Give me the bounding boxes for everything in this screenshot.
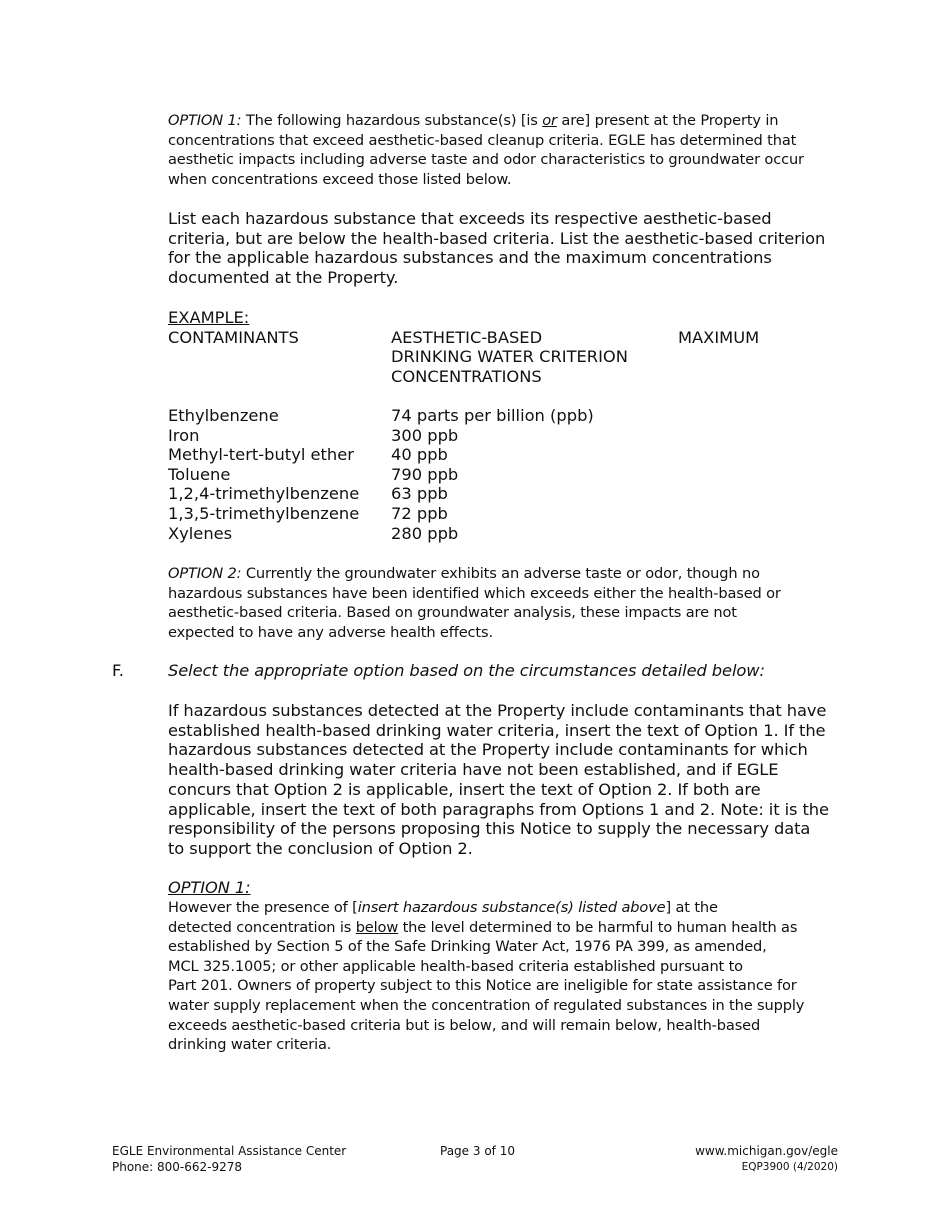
f-option1-text: However the presence of [ (168, 899, 358, 916)
f-option1-line: established by Section 5 of the Safe Drinking Water Act, 1976 PA 399, as amended, (168, 938, 767, 956)
list-instruction-line: documented at the Property. (168, 268, 399, 288)
section-f-line: If hazardous substances detected at the Property include contaminants that have (168, 701, 827, 720)
contaminant-name: 1,3,5-trimethylbenzene (168, 503, 360, 523)
contaminant-name: Iron (168, 425, 200, 445)
f-option1-text: ] at the (665, 899, 718, 916)
table-row (168, 406, 840, 426)
section-f-line: established health-based drinking water criteria, insert the text of Option 1. If the (168, 720, 826, 740)
table-row (168, 504, 840, 524)
footer-org: EGLE Environmental Assistance Center (112, 1144, 347, 1158)
footer-form-id: EQP3900 (4/2020) (741, 1160, 838, 1173)
f-option1-paragraph (168, 898, 840, 1055)
section-f-line: applicable, insert the text of both paragraphs from Options 1 and 2. Note: it is the (168, 799, 829, 819)
example-label: EXAMPLE: (168, 308, 250, 327)
section-f-line: concurs that Option 2 is applicable, insert the text of Option 2. If both are (168, 779, 761, 799)
table-row (168, 426, 840, 446)
f-option1-line: drinking water criteria. (168, 1036, 332, 1054)
f-option1-line: Part 201. Owners of property subject to this Notice are ineligible for state assistance for (168, 977, 797, 995)
contaminant-name: Ethylbenzene (168, 405, 279, 425)
header-contaminants: CONTAMINANTS (168, 327, 299, 347)
option1-intro-line: concentrations that exceed aesthetic-based cleanup criteria. EGLE has determined that (168, 131, 797, 149)
f-option1-line: exceeds aesthetic-based criteria but is below, and will remain below, health-based (168, 1016, 761, 1034)
f-option1-text: the level determined to be harmful to human health as (398, 918, 798, 936)
list-instruction-line: List each hazardous substance that exceeds its respective aesthetic-based (168, 209, 772, 228)
header-aesthetic-criterion-line-2: DRINKING WATER CRITERION (391, 347, 628, 367)
option1-label: OPTION 1: (168, 112, 242, 129)
option2-label: OPTION 2: (168, 565, 242, 582)
f-option1-line: MCL 325.1005; or other applicable health-based criteria established pursuant to (168, 957, 743, 975)
option1-text-before-or: The following hazardous substance(s) [is (241, 112, 543, 129)
f-option1-line: water supply replacement when the concentration of regulated substances in the supply (168, 996, 805, 1014)
list-instruction-paragraph (168, 209, 840, 288)
table-row (168, 484, 840, 504)
section-f-line: hazardous substances detected at the Property include contaminants for which (168, 740, 808, 760)
header-maximum: MAXIMUM (678, 327, 760, 347)
criterion-value: 63 ppb (391, 484, 448, 504)
option1-intro-line-1 (168, 111, 840, 131)
footer-left (112, 1144, 346, 1175)
criterion-value: 74 parts per billion (ppb) (391, 405, 594, 425)
contaminant-name: Methyl-tert-butyl ether (168, 445, 354, 465)
option2-line-1 (168, 564, 840, 584)
section-f-line: health-based drinking water criteria have not been established, and if EGLE (168, 760, 779, 780)
contaminant-name: 1,2,4-trimethylbenzene (168, 484, 360, 504)
list-instruction-line: for the applicable hazardous substances and the maximum concentrations (168, 248, 772, 268)
section-f-line: to support the conclusion of Option 2. (168, 838, 473, 858)
example-label-row (168, 308, 840, 328)
option2-paragraph (168, 564, 840, 642)
section-f-heading: Select the appropriate option based on the circumstances detailed below: (168, 661, 765, 680)
f-option1-line-1 (168, 898, 840, 918)
f-option1-label: OPTION 1: (168, 878, 251, 897)
criterion-value: 300 ppb (391, 425, 459, 445)
table-row (168, 465, 840, 485)
below-word: below (355, 918, 399, 936)
criterion-value: 72 ppb (391, 503, 448, 523)
criterion-value: 790 ppb (391, 464, 459, 484)
table-row (168, 524, 840, 544)
footer-right (695, 1144, 838, 1175)
f-option1-text: detected concentration is (168, 918, 356, 936)
criterion-value: 280 ppb (391, 523, 459, 543)
option2-line: hazardous substances have been identified which exceeds either the health-based or (168, 584, 781, 602)
header-aesthetic-criterion-line-1: AESTHETIC-BASED (391, 327, 543, 347)
contaminant-name: Toluene (168, 464, 231, 484)
footer-page-number: Page 3 of 10 (440, 1144, 515, 1158)
table-header-row (168, 367, 840, 387)
option1-text-after-or: are] present at the Property in (556, 112, 779, 129)
section-f-paragraph (168, 701, 840, 859)
table-header-row (168, 328, 840, 348)
f-option1-line-2 (168, 918, 840, 938)
insert-substance-placeholder: insert hazardous substance(s) listed above (357, 899, 666, 916)
footer-url[interactable]: www.michigan.gov/egle (695, 1144, 838, 1158)
option2-first-line-text: Currently the groundwater exhibits an adverse taste or odor, though no (241, 565, 760, 582)
table-row (168, 445, 840, 465)
section-f-letter: F. (112, 661, 124, 680)
list-instruction-line: criteria, but are below the health-based criteria. List the aesthetic-based criterion (168, 228, 826, 248)
section-f-line: responsibility of the persons proposing this Notice to supply the necessary data (168, 819, 811, 839)
example-table (168, 308, 840, 543)
option2-line: expected to have any adverse health effects. (168, 623, 493, 641)
option1-intro-line: aesthetic impacts including adverse taste and odor characteristics to groundwater occur (168, 151, 804, 169)
criterion-value: 40 ppb (391, 445, 448, 465)
header-aesthetic-criterion-line-3: CONCENTRATIONS (391, 366, 542, 386)
footer-phone: Phone: 800-662-9278 (112, 1159, 243, 1174)
option1-intro-paragraph (168, 111, 840, 189)
option1-intro-line: when concentrations exceed those listed below. (168, 170, 512, 188)
or-word: or (542, 112, 557, 129)
option2-line: aesthetic-based criteria. Based on groundwater analysis, these impacts are not (168, 604, 737, 622)
contaminant-name: Xylenes (168, 523, 233, 543)
table-spacer (168, 386, 840, 406)
table-header-row (168, 347, 840, 367)
